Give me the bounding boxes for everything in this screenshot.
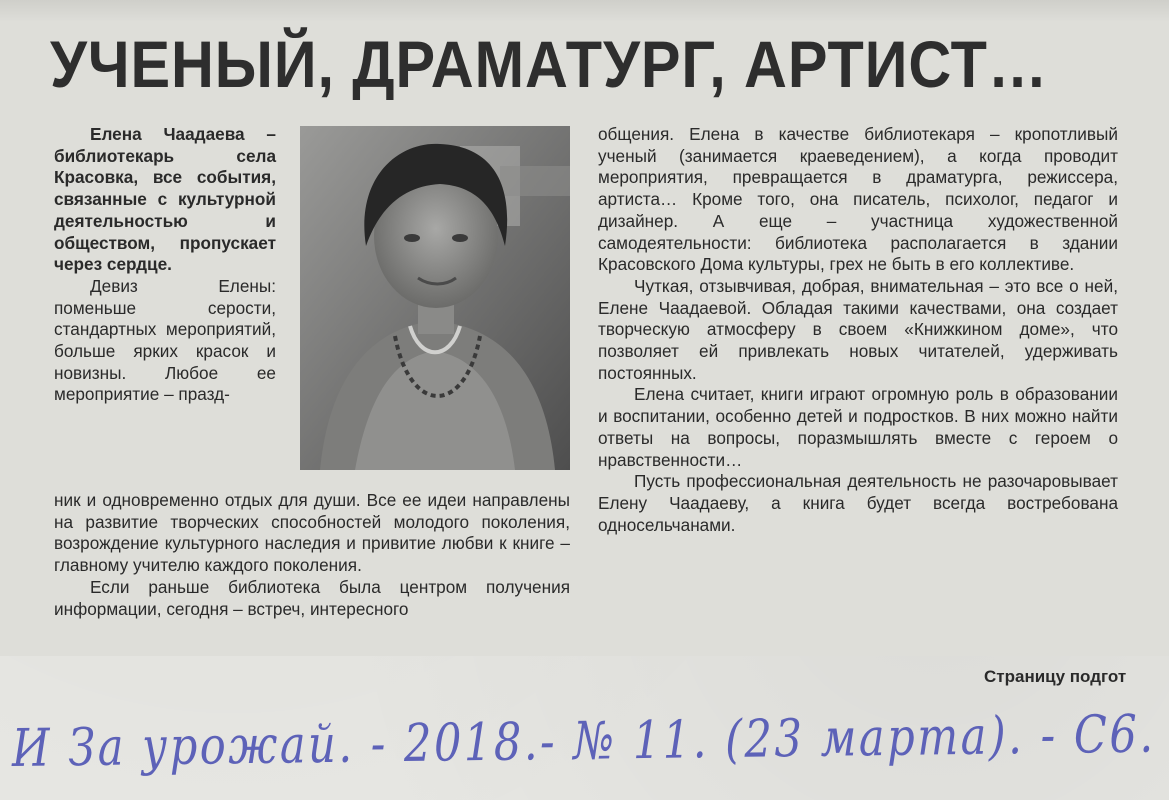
handwritten-source-note: И За урожай. - 2018.- № 11. (23 марта). - С6.: [11, 704, 1156, 779]
article-column-left-bottom: [54, 490, 570, 656]
article-paragraph: Чуткая, отзывчивая, добрая, внимательная – это все о ней, Елене Чаадаевой. Обладая такими качествами, она создает творческую атмосферу в своем «Книжкином доме», что позволяет ей привлекать новых читателей, удерживать постоянных.: [598, 275, 1118, 383]
article-lead: Елена Чаадаева – библиотекарь села Красовка, все события, связанные с культурной деятельностью и обществом, пропускает через сердце.: [54, 124, 276, 275]
portrait-photo: [300, 126, 570, 470]
article-paragraph: Пусть профессиональная деятельность не разочаровывает Елену Чаадаеву, а книга будет всегда востребована односельчанами.: [598, 471, 1118, 535]
page-credit: Страницу подгот: [984, 667, 1127, 686]
article-column-right: [598, 124, 1118, 656]
article-paragraph: Если раньше библиотека была центром получения информации, сегодня – встреч, интересного: [54, 576, 570, 619]
woman-portrait-image: [300, 126, 570, 470]
clipping-top-edge: [0, 0, 1169, 22]
article-column-left: [54, 124, 276, 490]
article-paragraph: Елена считает, книги играют огромную роль в образовании и воспитании, особенно детей и подростков. В них можно найти ответы на вопросы, поразмышлять вместе с героем о нравственности…: [598, 384, 1118, 470]
article-paragraph-continued: общения. Елена в качестве библиотекаря – кропотливый ученый (занимается краеведением), а когда проводит мероприятия, превращается в драматурга, режиссера, артиста… Кроме того, она писатель, психолог, педагог и дизайнер. А еще – участница художественной самодеятельности: библиотека располагается в здании Красовского Дома культуры, грех не быть в его коллективе.: [598, 124, 1118, 275]
article-headline: УЧЕНЫЙ, ДРАМАТУРГ, АРТИСТ…: [50, 27, 1049, 101]
article-paragraph-continued: ник и одновременно отдых для души. Все ее идеи направлены на развитие творческих способностей молодого поколения, возрождение культурного наследия и привитие любви к книге – главному учителю каждого поколения.: [54, 490, 570, 576]
article-paragraph: Девиз Елены: поменьше серости, стандартных мероприятий, больше ярких красок и новизны. Любое ее мероприятие – празд-: [54, 275, 276, 405]
